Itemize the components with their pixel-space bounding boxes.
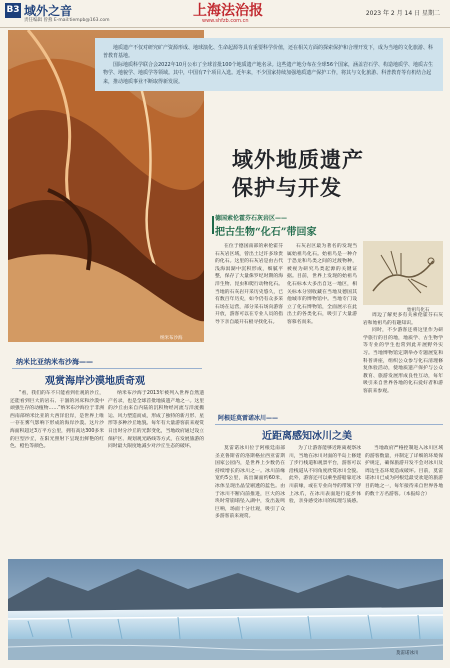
article-text: 纳米布沙海于2013年被列入世界自然遗产名录，也是全球首批地质遗产地之一。这里的沙丘由来自内陆的沉积物经河流与洋流搬运、风力塑造而成，形成了独特的新月形、星形等多种沙丘地貌。每年有大量游客前来观赏日出时分沙丘的光影变化，当地政府通过设立保护区、规划观光路线等方式，在发展旅游的同时最大限度地减少对沙丘生态的破坏。: [108, 391, 204, 450]
masthead: [0, 0, 450, 28]
article-column: [289, 445, 361, 555]
glacier-photo: [8, 559, 443, 660]
title-line: 域外地质遗产: [232, 147, 364, 172]
article-text: “看，我们的车不只能看到壮观的沙丘，还能看到巨大的岩石、干涸的河床和沙漠中顽强生存的动植物……”纳米布沙海位于非洲西南部纳米比亚的大西洋沿岸，是世界上唯一存在雾气影响下形成的海岸沙漠。这片沙海面积超过3万平方公里，拥有高达300多米的巨型沙丘，在阳光照射下呈现出鲜艳的红色、橙色等颜色。: [10, 391, 104, 450]
fossil-illustration: [363, 241, 443, 305]
article-text: 当地政府严格控制进入冰川区域的游客数量，并制定了详细的环境保护规定，确保旅游开发不会对冰川及周边生态环境造成破坏。目前，莫雷诺冰川已成为阿根廷最受欢迎的旅游目的地之一，每年接待来自世界各地的数十万名游客。（本报综合）: [365, 446, 443, 497]
article-column: [363, 312, 443, 410]
section-kicker: 阿根廷莫雷诺冰川——: [218, 415, 279, 422]
section-headline: 近距离感知冰川之美: [262, 431, 352, 442]
section-marker: [212, 216, 214, 234]
article-column: [10, 390, 104, 555]
section-headline: 把古生物“化石”带回家: [215, 227, 317, 238]
photo-caption-fossil: 始祖鸟化石: [407, 308, 430, 313]
article-column: [108, 390, 204, 555]
article-column: [215, 243, 283, 408]
archaeopteryx-fossil-photo: [363, 241, 443, 305]
article-column: [215, 445, 285, 555]
article-text: 为了让游客能够近距离观察冰川，当地在冰川对面的半岛上修建了步行栈道和观景平台，游客可以沿栈道从不同角度欣赏冰川全貌。此外，游客还可以乘坐游船靠近冰川前缘，或在专业向导的带领下穿上冰爪，在冰川表面进行徒步体验，亲身感受冰川的纹理与质感。: [289, 446, 361, 505]
section-headline: 观赏海岸沙漠地质奇观: [45, 376, 145, 387]
newspaper-url: www.shfzb.com.cn: [202, 18, 249, 24]
section-kicker: 纳米比亚纳米布沙海——: [16, 358, 93, 366]
page-number: B3: [5, 3, 21, 18]
article-column: [365, 445, 443, 555]
article-text: 在位于德国南部的索伦霍芬石灰岩区域，曾出土过许多珍贵的化石。这里的石灰岩是由古代浅海潟湖中沉积形成，细腻平整，保存了大量侏罗纪时期的海洋生物、昆虫和爬行动物化石。当地的石灰岩开采历史悠久，已有数百年历史，如今仍有众多采石场在运营，部分采石场向游客开放，游客可以在专业人员的指导下亲自敲开石板寻找化石。: [215, 244, 283, 325]
glacier-illustration: [8, 559, 443, 660]
divider: [215, 424, 443, 425]
newspaper-logo: 上海法治报: [193, 3, 263, 19]
section-name: 域外之音: [24, 4, 73, 18]
photo-caption-glacier: 莫雷诺冰川: [396, 651, 419, 656]
article-column: [287, 243, 357, 408]
intro-paragraph: 地质遗产不仅对研究矿产资源形成、地球演化、生命起源等具有重要科学价值，还在相关方面的探索保护和合理开发下，成为当地的文化旅游、科普教育基地。: [103, 45, 434, 60]
article-text: 莫雷诺冰川位于阿根廷南部圣克鲁斯省的洛斯格拉西亚雷斯国家公园内，是世界上少数仍在持续增长的冰川之一。冰川前缘宽约5公里，高出湖面约60米，冰体呈现出晶莹剔透的蓝色。由于冰川不断向前推进，巨大的冰块时常崩塌坠入湖中，发出轰鸣巨响，场面十分壮观，吸引了众多游客前来观赏。: [215, 446, 285, 520]
issue-date: 2023 年 2 月 14 日 星期二: [365, 10, 440, 17]
divider: [12, 368, 202, 369]
intro-paragraph: 国际地质科学联合会2022年10月公布了全球首批100个地质遗产地名录。这些遗产地分布在全球56个国家，涵盖岩石学、构造地质学、地质古生物学、地貌学、地质学等领域。其中，中国有7个项目入选。近年来，不少国家持续加强地质遗产保护工作，将其与文化旅游、科普教育等有机结合起来，推动地质事业不断取得新发展。: [103, 61, 433, 85]
article-text: 周边了解更多有关索伦霍芬石灰岩和始祖鸟的有趣知识。: [363, 313, 443, 326]
article-text: 石灰岩区最为著名的发现当属始祖鸟化石。始祖鸟是一种介于恐龙和鸟类之间的过渡物种，被视为研究鸟类起源的关键证据。目前，世界上发现的始祖鸟化石标本大多出自这一地区，相关标本分别收藏在当地及德国其他城市的博物馆中。当地专门设立了化石博物馆，全面展示在此出土的各类化石，吸引了大量游客慕名而来。: [287, 244, 357, 325]
title-line: 保护与开发: [232, 175, 342, 200]
editor-info: 责任编辑 曾燕 E-mail:tiempb@163.com: [24, 18, 110, 23]
section-kicker: 德国索伦霍芬石灰岩区——: [215, 215, 288, 222]
intro-box: [95, 38, 443, 91]
page-title: [232, 146, 364, 202]
article-text: 同时，不少游客还将这里作为研学旅行的目的地，地质学、古生物学等专业的学生也常到此开展野外实习。当地博物馆定期举办专题展览和科普讲座，组织公众参与化石清理修复体验活动，使地质遗产保护与公众教育、旅游发展形成良性互动，每年吸引来自世界各地的化石爱好者和游客前来参观。: [363, 328, 443, 394]
photo-caption-namib: 纳米布沙海: [160, 336, 183, 341]
